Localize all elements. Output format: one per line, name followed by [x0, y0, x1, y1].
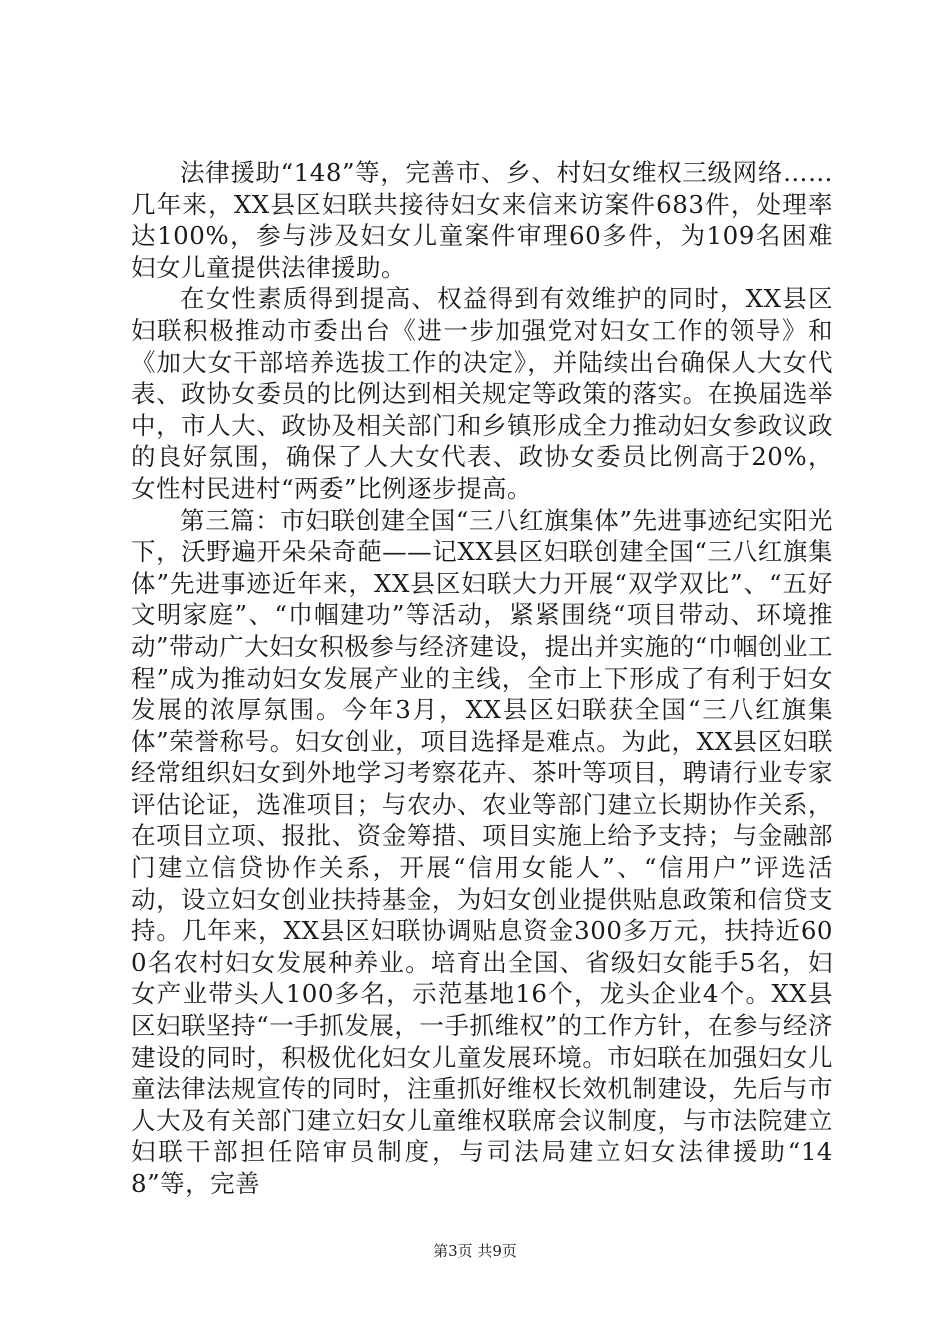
paragraph-1: 法律援助“148”等，完善市、乡、村妇女维权三级网络……几年来，XX县区妇联共接待妇女来信来访案件683件，处理率达100%，参与涉及妇女儿童案件审理60多件，为109名困难妇女儿童提供法律援助。: [131, 158, 833, 282]
page-number-footer: 第3页 共9页: [433, 1242, 517, 1260]
paragraph-2: 在女性素质得到提高、权益得到有效维护的同时，XX县区妇联积极推动市委出台《进一步加强党对妇女工作的领导》和《加大女干部培养选拔工作的决定》，并陆续出台确保人大女代表、政协女委员的比例达到相关规定等政策的落实。在换届选举中，市人大、政协及相关部门和乡镇形成全力推动妇女参政议政的良好氛围，确保了人大女代表、政协女委员比例高于20%，女性村民进村“两委”比例逐步提高。: [131, 284, 833, 503]
paragraph-3: 第三篇：市妇联创建全国“三八红旗集体”先进事迹纪实阳光下，沃野遍开朵朵奇葩——记XX县区妇联创建全国“三八红旗集体”先进事迹近年来，XX县区妇联大力开展“双学双比”、“五好文明家庭”、“巾帼建功”等活动，紧紧围绕“项目带动、环境推动”带动广大妇女积极参与经济建设，提出并实施的“巾帼创业工程”成为推动妇女发展产业的主线，全市上下形成了有利于妇女发展的浓厚氛围。今年3月，XX县区妇联获全国“三八红旗集体”荣誉称号。妇女创业，项目选择是难点。为此，XX县区妇联经常组织妇女到外地学习考察花卉、茶叶等项目，聘请行业专家评估论证，选准项目；与农办、农业等部门建立长期协作关系，在项目立项、报批、资金筹措、项目实施上给予支持；与金融部门建立信贷协作关系，开展“信用女能人”、“信用户”评选活动，设立妇女创业扶持基金，为妇女创业提供贴息政策和信贷支持。几年来，XX县区妇联协调贴息资金300多万元，扶持近600名农村妇女发展种养业。培育出全国、省级妇女能手5名，妇女产业带头人100多名，示范基地16个，龙头企业4个。XX县区妇联坚持“一手抓发展，一手抓维权”的工作方针，在参与经济建设的同时，积极优化妇女儿童发展环境。市妇联在加强妇女儿童法律法规宣传的同时，注重抓好维权长效机制建设，先后与市人大及有关部门建立妇女儿童维权联席会议制度，与市法院建立妇联干部担任陪审员制度，与司法局建立妇女法律援助“148”等，完善: [131, 505, 833, 1198]
document-body: [131, 157, 833, 1200]
